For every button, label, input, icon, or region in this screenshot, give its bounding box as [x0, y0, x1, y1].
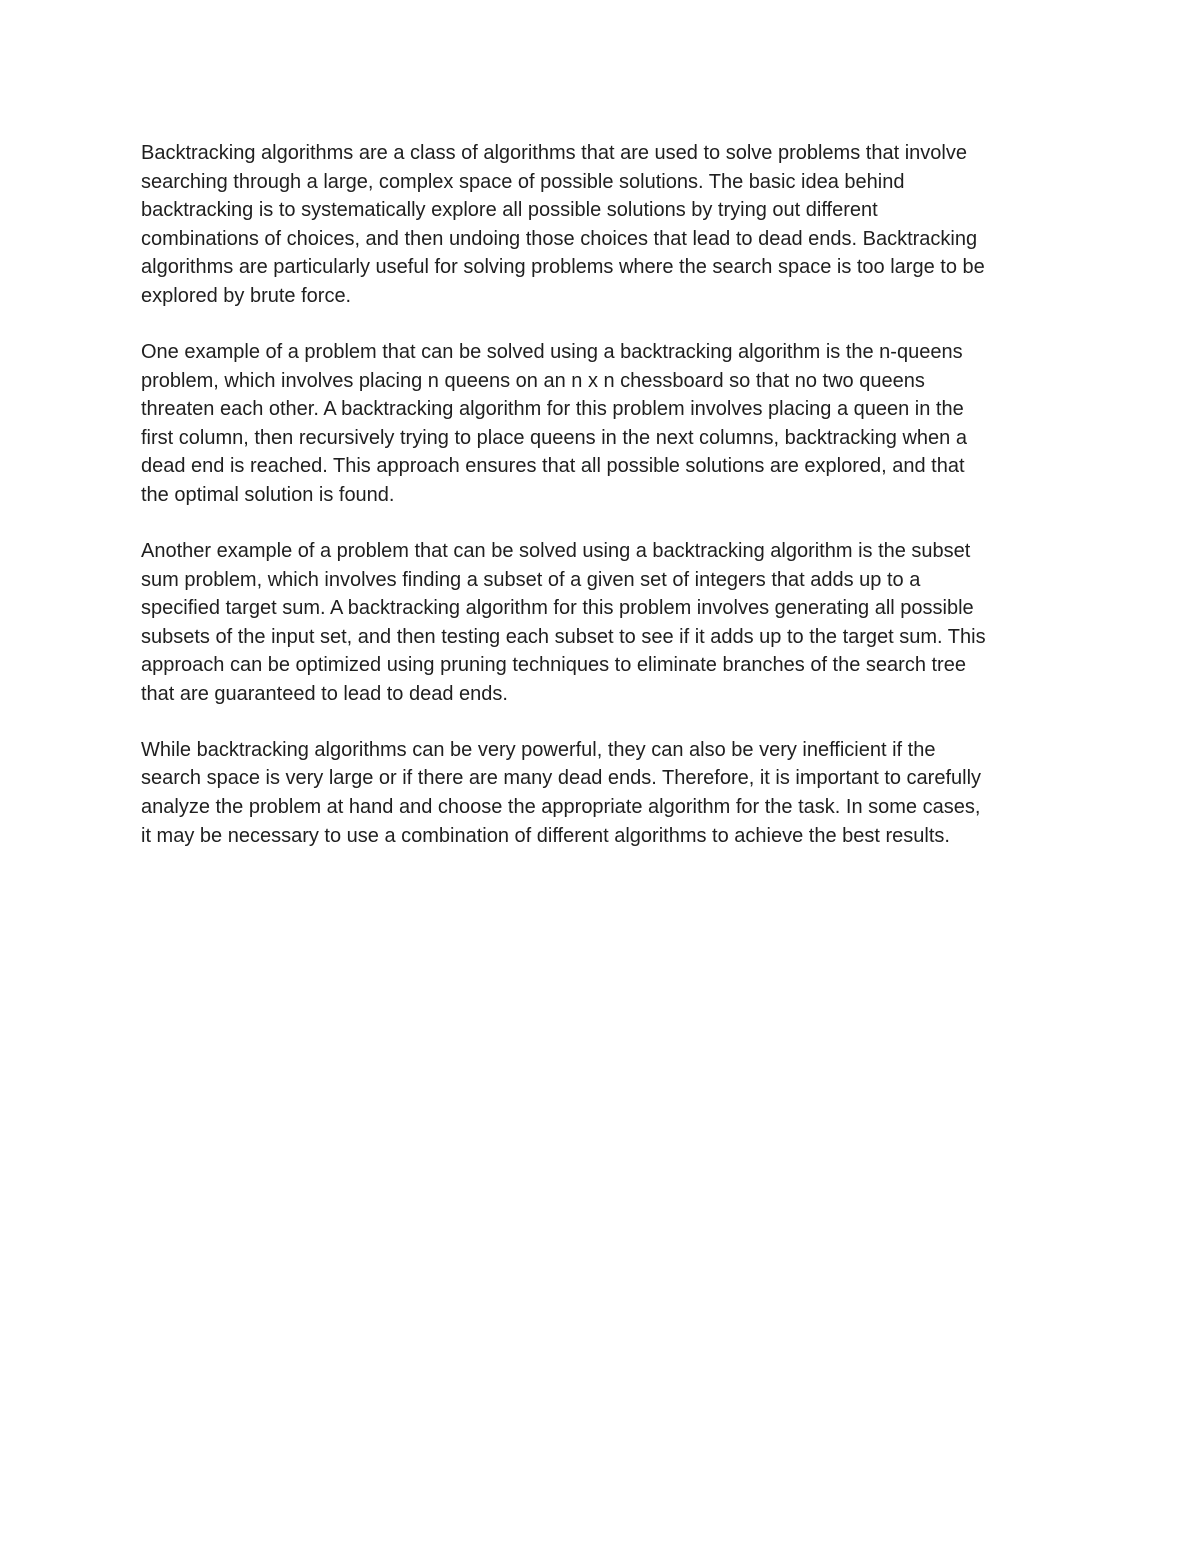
text-line: specified target sum. A backtracking algorithm for this problem involves generating all possible [141, 597, 974, 620]
text-line: One example of a problem that can be solved using a backtracking algorithm is the n-queens [141, 340, 963, 363]
text-line: While backtracking algorithms can be very powerful, they can also be very inefficient if the [141, 738, 936, 761]
paragraph-2 [141, 338, 1071, 510]
text-line: combinations of choices, and then undoing those choices that lead to dead ends. Backtracking [141, 227, 978, 250]
paragraph-4 [141, 736, 1071, 850]
text-line: the optimal solution is found. [141, 483, 395, 506]
text-line: Backtracking algorithms are a class of algorithms that are used to solve problems that involve [141, 142, 967, 164]
text-line: search space is very large or if there are many dead ends. Therefore, it is important to carefully [141, 767, 982, 790]
text-line: dead end is reached. This approach ensures that all possible solutions are explored, and that [141, 455, 965, 478]
text-line: it may be necessary to use a combination of different algorithms to achieve the best results. [141, 824, 950, 847]
text-line: sum problem, which involves finding a subset of a given set of integers that adds up to a [141, 568, 921, 591]
text-line: that are guaranteed to lead to dead ends. [141, 682, 508, 705]
text-line: algorithms are particularly useful for solving problems where the search space is too large to be [141, 256, 985, 279]
text-line: analyze the problem at hand and choose the appropriate algorithm for the task. In some cases, [141, 796, 981, 819]
text-line: problem, which involves placing n queens on an n x n chessboard so that no two queens [141, 369, 925, 392]
text-line: subsets of the input set, and then testing each subset to see if it adds up to the target sum. This [141, 625, 986, 648]
text-line: approach can be optimized using pruning techniques to eliminate branches of the search tree [141, 654, 966, 677]
paragraph-3 [141, 537, 1071, 709]
text-line: threaten each other. A backtracking algorithm for this problem involves placing a queen in the [141, 398, 964, 421]
text-line: explored by brute force. [141, 284, 352, 307]
text-line: Another example of a problem that can be solved using a backtracking algorithm is the subset [141, 539, 971, 562]
text-line: searching through a large, complex space of possible solutions. The basic idea behind [141, 170, 905, 193]
text-line: backtracking is to systematically explore all possible solutions by trying out different [141, 199, 878, 222]
text-line: first column, then recursively trying to place queens in the next columns, backtracking when a [141, 426, 967, 449]
paragraph-1 [141, 139, 1071, 311]
document-body [141, 139, 1071, 850]
